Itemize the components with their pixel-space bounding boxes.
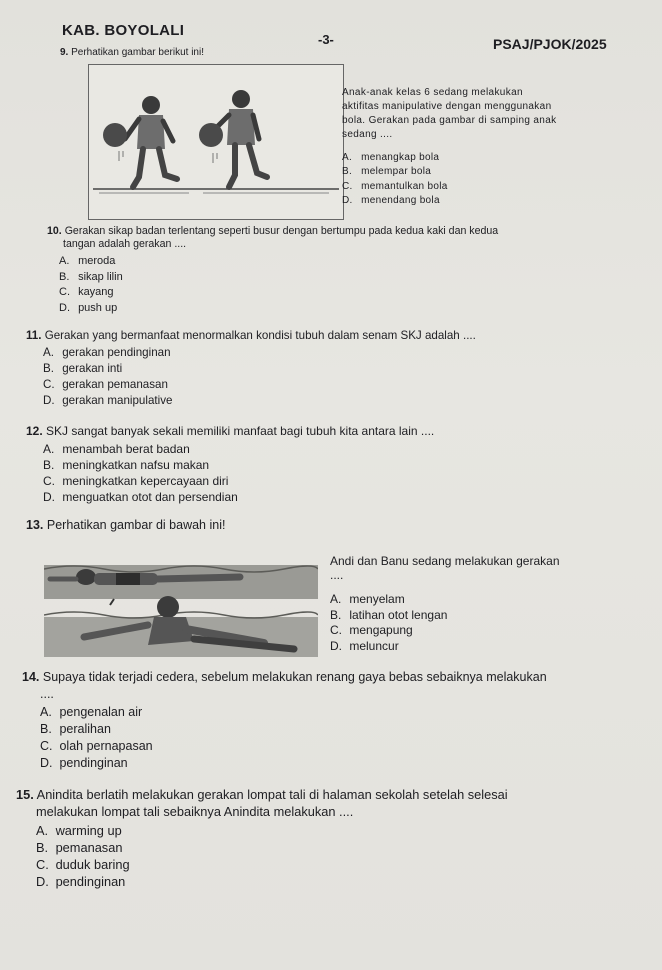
q13-intro (26, 518, 225, 532)
q15-line: melakukan lompat tali sebaiknya Anindita melakukan .... (36, 804, 354, 819)
q9-illustration (88, 64, 344, 220)
q12-option-b[interactable]: B. meningkatkan nafsu makan (43, 458, 210, 472)
swimmers-illustration (44, 559, 318, 662)
q14-option-a[interactable]: A. pengenalan air (40, 705, 143, 719)
q10-option-c[interactable]: C. kayang (59, 286, 114, 298)
q9-number: 9. (60, 47, 69, 58)
q9-option-b[interactable]: B. melempar bola (342, 166, 432, 178)
q12-question (26, 423, 656, 439)
ball-left (103, 123, 127, 147)
q9-line: aktifitas manipulative dengan menggunakan (342, 101, 552, 112)
q11-number: 11. (26, 329, 42, 342)
q11-options (43, 345, 172, 409)
q11-option-a[interactable]: A. gerakan pendinginan (43, 346, 171, 359)
q9-option-c[interactable]: C. memantulkan bola (342, 180, 448, 192)
child-head (232, 90, 250, 108)
q12-option-a[interactable]: A. menambah berat badan (43, 442, 190, 456)
q13-number: 13. (26, 518, 44, 532)
q10-line: tangan adalah gerakan .... (63, 238, 187, 250)
q15-option-b[interactable]: B. pemanasan (36, 840, 123, 855)
q9-line: Anak-anak kelas 6 sedang melakukan (342, 87, 523, 98)
q13-option-b[interactable]: B. latihan otot lengan (330, 607, 448, 622)
q10-option-b[interactable]: B. sikap lilin (59, 270, 123, 283)
ball-right (199, 123, 223, 147)
q13-illustration (44, 559, 318, 662)
q10-number: 10. (47, 225, 62, 237)
q14-option-d[interactable]: D. pendinginan (40, 756, 128, 770)
q10-options (59, 254, 123, 316)
school-header: KAB. BOYOLALI (62, 22, 185, 39)
q15-number: 15. (16, 787, 34, 802)
q15-option-a[interactable]: A. warming up (36, 823, 122, 838)
q9-options (342, 151, 448, 209)
q10-question (47, 225, 647, 251)
swimmer-head (76, 569, 96, 585)
q9-question-text (342, 86, 634, 142)
q11-option-c[interactable]: C. gerakan pemanasan (43, 378, 168, 391)
q15-question (16, 786, 656, 820)
q12-options (43, 441, 238, 505)
q9-line: sedang .... (342, 129, 393, 140)
q12-option-d[interactable]: D. menguatkan otot dan persendian (43, 490, 238, 504)
q13-options (330, 592, 447, 655)
q15-option-d[interactable]: D. pendinginan (36, 874, 126, 889)
page-number: -3- (318, 32, 334, 47)
q12-option-c[interactable]: C. meningkatkan kepercayaan diri (43, 474, 229, 488)
q15-option-c[interactable]: C. duduk baring (36, 857, 130, 872)
q13-intro-text: Perhatikan gambar di bawah ini! (46, 518, 226, 532)
q11-option-d[interactable]: D. gerakan manipulative (43, 394, 173, 407)
q9-intro (60, 47, 204, 58)
exam-code: PSAJ/PJOK/2025 (493, 36, 607, 52)
ball-bouncing-illustration (89, 65, 343, 219)
q14-line: Supaya tidak terjadi cedera, sebelum melakukan renang gaya bebas sebaiknya melakukan (42, 670, 547, 684)
q10-line: Gerakan sikap badan terlentang seperti busur dengan bertumpu pada kedua kaki dan kedua (64, 225, 499, 237)
child-head (142, 96, 160, 114)
q10-option-d[interactable]: D. push up (59, 301, 118, 314)
q13-question-text (330, 552, 650, 580)
q11-option-b[interactable]: B. gerakan inti (43, 362, 123, 375)
q14-options (40, 704, 153, 772)
q13-line: .... (330, 568, 344, 582)
q15-options (36, 822, 130, 890)
q11-question (26, 328, 656, 344)
q14-line: .... (40, 687, 54, 701)
q10-option-a[interactable]: A. meroda (59, 255, 116, 267)
q13-line: Andi dan Banu sedang melakukan gerakan (330, 554, 560, 568)
q14-option-b[interactable]: B. peralihan (40, 722, 111, 736)
q12-number: 12. (26, 424, 43, 438)
q11-text: Gerakan yang bermanfaat menormalkan kondisi tubuh dalam senam SKJ adalah .... (44, 329, 476, 342)
q14-question (22, 669, 652, 703)
q13-option-a[interactable]: A. menyelam (330, 592, 405, 606)
q12-text: SKJ sangat banyak sekali memiliki manfaat bagi tubuh kita antara lain .... (46, 424, 435, 438)
q14-option-c[interactable]: C. olah pernapasan (40, 739, 153, 753)
q13-option-d[interactable]: D. meluncur (330, 639, 399, 654)
q9-intro-text: Perhatikan gambar berikut ini! (71, 47, 204, 58)
q14-number: 14. (22, 670, 40, 684)
q9-option-d[interactable]: D. menendang bola (342, 195, 440, 207)
q15-line: Anindita berlatih melakukan gerakan lompat tali di halaman sekolah setelah selesai (36, 787, 508, 802)
q9-option-a[interactable]: A. menangkap bola (342, 152, 440, 163)
q13-option-c[interactable]: C. mengapung (330, 623, 413, 638)
q9-line: bola. Gerakan pada gambar di samping anak (342, 115, 557, 126)
swimmer-head (157, 596, 179, 618)
